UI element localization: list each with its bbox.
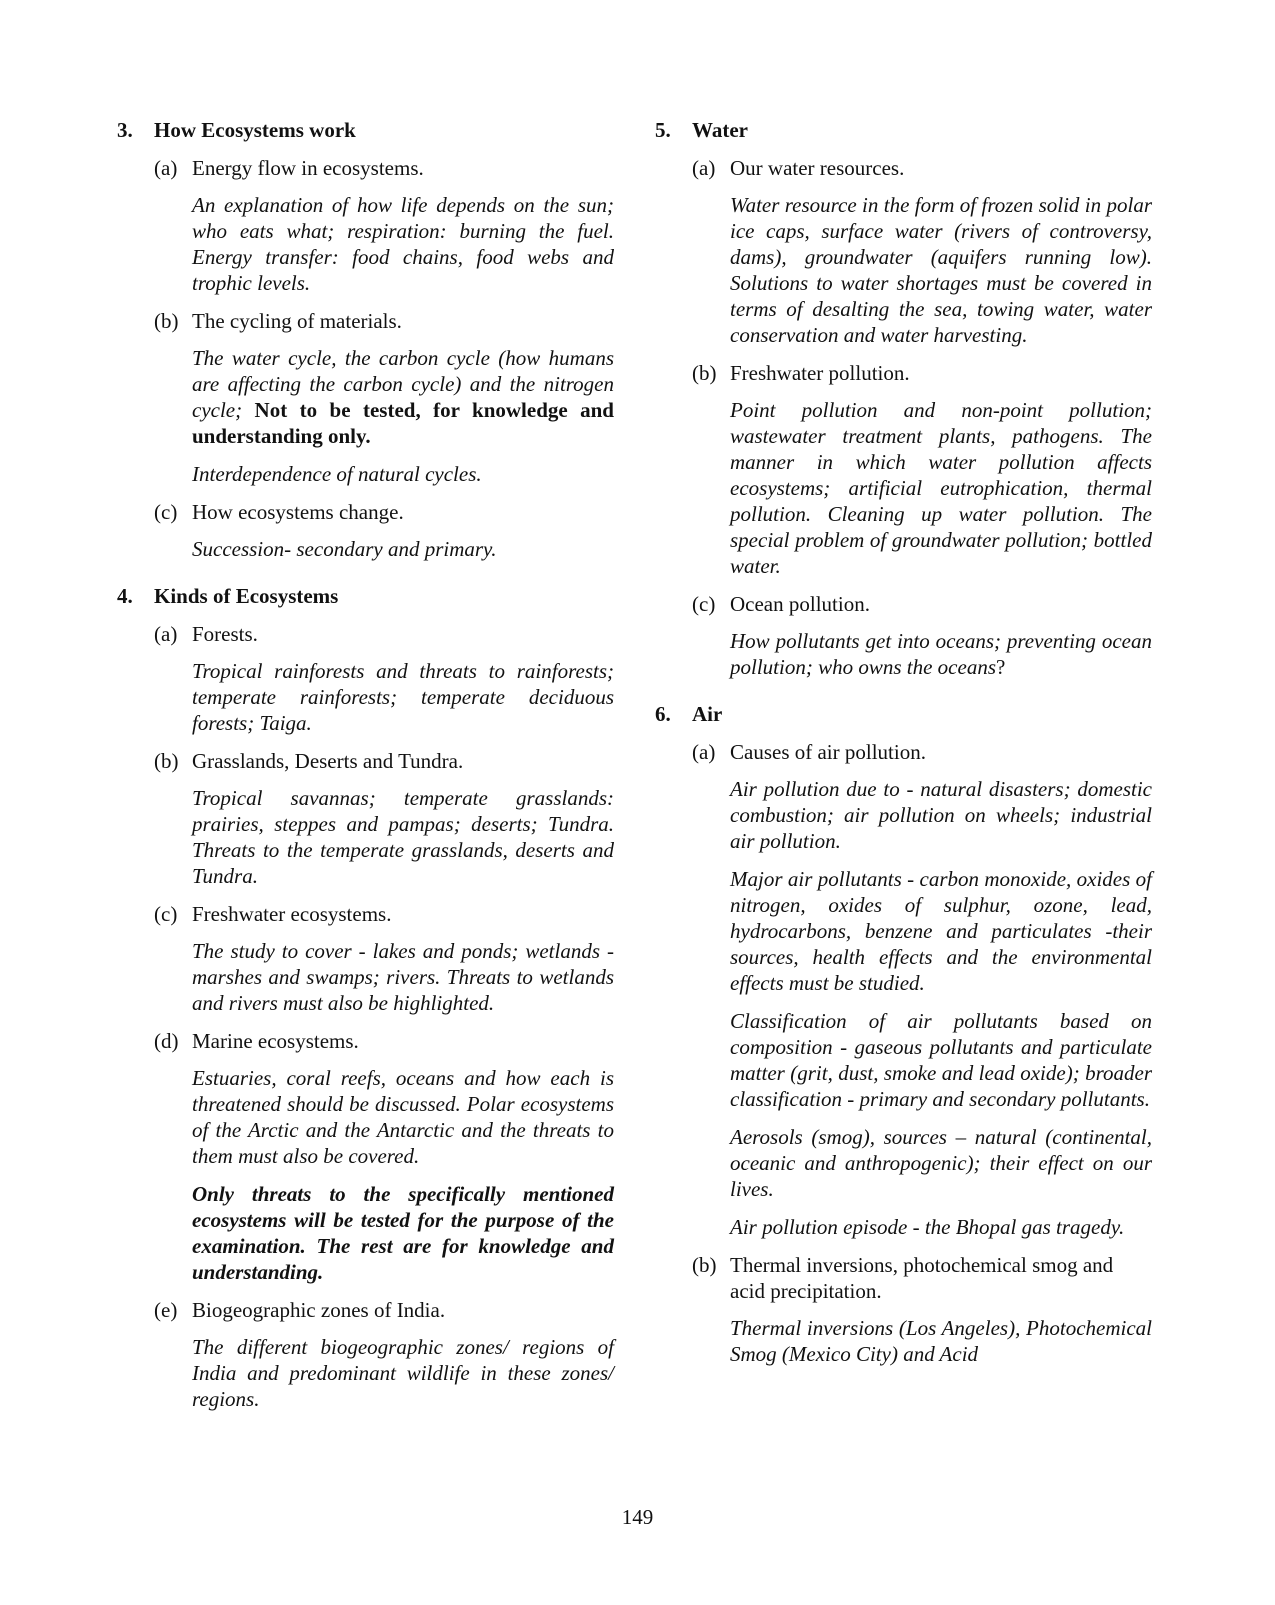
exam-note-end: . bbox=[365, 424, 371, 448]
item-label: (e) bbox=[154, 1298, 178, 1322]
subsection-4d bbox=[154, 1028, 614, 1285]
subsection-4e bbox=[154, 1297, 614, 1412]
item-label: (b) bbox=[154, 749, 179, 773]
item-description: Succession- secondary and primary. bbox=[192, 537, 497, 561]
section-number: 3. bbox=[117, 118, 133, 142]
subsection-4b bbox=[154, 748, 614, 889]
right-column bbox=[655, 117, 1152, 1388]
section-title: Kinds of Ecosystems bbox=[154, 584, 339, 608]
item-description: Air pollution due to - natural disasters; domestic combustion; air pollution on wheels; industrial air pollution. bbox=[730, 777, 1152, 853]
section-title: How Ecosystems work bbox=[154, 118, 356, 142]
subsection-5a bbox=[692, 155, 1152, 348]
subsection-3c bbox=[154, 499, 614, 562]
subsection-3a bbox=[154, 155, 614, 296]
item-title: Causes of air pollution. bbox=[730, 740, 926, 764]
item-description: Classification of air pollutants based on composition - gaseous pollutants and particulate matter (grit, dust, smoke and lead oxide); broader classification - primary and secondary pollutants. bbox=[730, 1009, 1152, 1111]
item-title: Grasslands, Deserts and Tundra. bbox=[192, 749, 464, 773]
description-text: How pollutants get into oceans; preventing ocean pollution; who owns the oceans bbox=[730, 629, 1152, 679]
page-number: 149 bbox=[621, 1505, 654, 1529]
item-label: (d) bbox=[154, 1029, 179, 1053]
item-title: Our water resources. bbox=[730, 156, 905, 180]
exam-note: Only threats to the specifically mentioned ecosystems will be tested for the purpose of the examination. The rest are for knowledge and understanding. bbox=[192, 1182, 614, 1284]
item-description: Tropical rainforests and threats to rainforests; temperate rainforests; temperate deciduous forests; Taiga. bbox=[192, 659, 614, 735]
item-label: (b) bbox=[692, 1253, 717, 1277]
item-label: (b) bbox=[154, 309, 179, 333]
item-title: Forests. bbox=[192, 622, 258, 646]
description-end: ? bbox=[996, 655, 1006, 679]
item-description: An explanation of how life depends on the sun; who eats what; respiration: burning the fuel. Energy transfer: food chains, food webs and trophic levels. bbox=[192, 193, 614, 295]
section-title: Air bbox=[692, 702, 723, 726]
subsection-5c bbox=[692, 591, 1152, 680]
item-description: Water resource in the form of frozen solid in polar ice caps, surface water (rivers of controversy, dams), groundwater (aquifers running low). Solutions to water shortages must be covered in terms of desalting the sea, towing water, water conservation and water harvesting. bbox=[730, 193, 1152, 347]
item-label: (c) bbox=[692, 592, 716, 616]
section-5 bbox=[655, 117, 1152, 680]
item-title: Freshwater pollution. bbox=[730, 361, 910, 385]
item-description: Estuaries, coral reefs, oceans and how each is threatened should be discussed. Polar ecosystems of the Arctic and the Antarctic and the threats to them must also be covered. bbox=[192, 1066, 614, 1168]
section-number: 6. bbox=[655, 702, 671, 726]
section-4 bbox=[117, 583, 614, 1412]
item-description: Tropical savannas; temperate grasslands: prairies, steppes and pampas; deserts; Tundra. Threats to the temperate grasslands, deserts and Tundra. bbox=[192, 786, 614, 888]
subsection-5b bbox=[692, 360, 1152, 579]
item-description: Point pollution and non-point pollution; wastewater treatment plants, pathogens. The manner in which water pollution affects ecosystems; artificial eutrophication, thermal pollution. Cleaning up water pollution. The special problem of groundwater pollution; bottled water. bbox=[730, 398, 1152, 578]
section-number: 5. bbox=[655, 118, 671, 142]
section-heading bbox=[117, 583, 614, 609]
left-column bbox=[117, 117, 614, 1433]
item-label: (a) bbox=[154, 622, 178, 646]
subsection-4c bbox=[154, 901, 614, 1016]
item-title: The cycling of materials. bbox=[192, 309, 402, 333]
item-label: (a) bbox=[692, 156, 716, 180]
section-heading bbox=[117, 117, 614, 143]
item-label: (b) bbox=[692, 361, 717, 385]
item-title: Energy flow in ecosystems. bbox=[192, 156, 424, 180]
section-title: Water bbox=[692, 118, 748, 142]
item-label: (a) bbox=[692, 740, 716, 764]
section-heading bbox=[655, 117, 1152, 143]
item-description: The different biogeographic zones/ regions of India and predominant wildlife in these zones/ regions. bbox=[192, 1335, 614, 1411]
item-label: (c) bbox=[154, 902, 178, 926]
description-text: The water cycle, the carbon cycle (how humans are affecting the carbon cycle) and the nitrogen cycle; bbox=[192, 346, 614, 422]
item-title: Freshwater ecosystems. bbox=[192, 902, 392, 926]
item-description bbox=[730, 628, 1152, 680]
item-label: (a) bbox=[154, 156, 178, 180]
exam-note: Not to be tested, for knowledge and understanding only bbox=[192, 398, 614, 448]
item-title: Marine ecosystems. bbox=[192, 1029, 359, 1053]
item-title: Ocean pollution. bbox=[730, 592, 870, 616]
item-description: Aerosols (smog), sources – natural (continental, oceanic and anthropogenic); their effect on our lives. bbox=[730, 1125, 1152, 1201]
item-description: Thermal inversions (Los Angeles), Photochemical Smog (Mexico City) and Acid bbox=[730, 1316, 1152, 1366]
item-description: Air pollution episode - the Bhopal gas tragedy. bbox=[730, 1215, 1125, 1239]
item-title: Thermal inversions, photochemical smog and acid precipitation. bbox=[730, 1253, 1114, 1303]
item-label: (c) bbox=[154, 500, 178, 524]
item-description bbox=[192, 345, 614, 449]
section-heading bbox=[655, 701, 1152, 727]
item-description: The study to cover - lakes and ponds; wetlands - marshes and swamps; rivers. Threats to wetlands and rivers must also be highlighted. bbox=[192, 939, 614, 1015]
section-6 bbox=[655, 701, 1152, 1367]
subsection-6a bbox=[692, 739, 1152, 1240]
item-description: Major air pollutants - carbon monoxide, oxides of nitrogen, oxides of sulphur, ozone, lead, hydrocarbons, benzene and particulates -their sources, health effects and the environmental effects must be studied. bbox=[730, 867, 1152, 995]
item-description: Interdependence of natural cycles. bbox=[192, 462, 482, 486]
subsection-6b bbox=[692, 1252, 1152, 1367]
item-title: Biogeographic zones of India. bbox=[192, 1298, 446, 1322]
section-3 bbox=[117, 117, 614, 562]
section-number: 4. bbox=[117, 584, 133, 608]
subsection-3b bbox=[154, 308, 614, 487]
item-title: How ecosystems change. bbox=[192, 500, 404, 524]
subsection-4a bbox=[154, 621, 614, 736]
